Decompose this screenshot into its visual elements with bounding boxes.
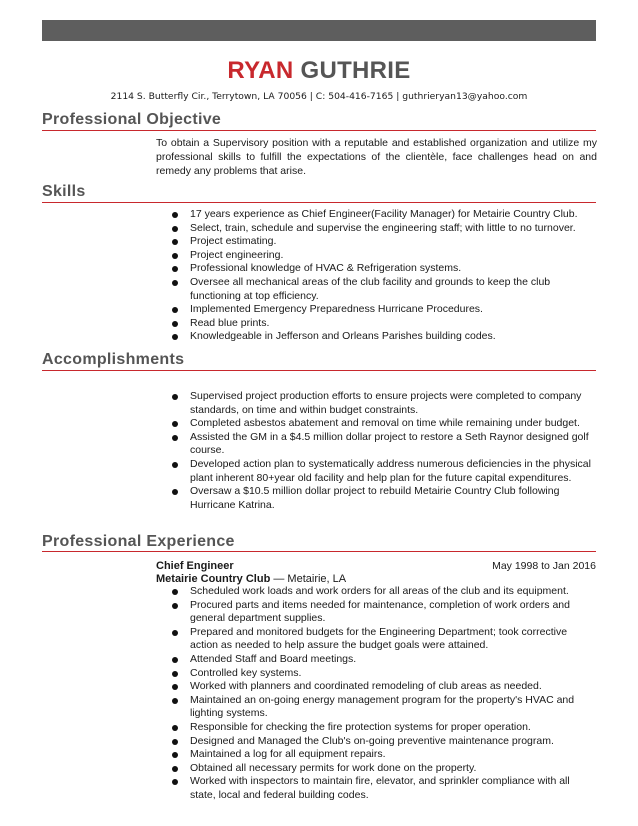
last-name: GUTHRIE xyxy=(300,57,411,84)
list-item: Knowledgeable in Jefferson and Orleans Parishes building codes. xyxy=(156,330,596,344)
section-divider xyxy=(42,370,596,371)
list-item: Obtained all necessary permits for work done on the property. xyxy=(156,762,596,776)
first-name: RYAN xyxy=(227,57,294,84)
section-title-objective: Professional Objective xyxy=(42,111,222,128)
job-company-line xyxy=(156,572,346,586)
section-divider xyxy=(42,551,596,552)
list-item: Procured parts and items needed for maintenance, completion of work orders and general department supplies. xyxy=(156,599,596,626)
contact-line: 2114 S. Butterfly Cir., Terrytown, LA 70056 | C: 504-416-7165 | guthrieryan13@yahoo.com xyxy=(110,91,528,102)
list-item: Designed and Managed the Club's on-going preventive maintenance program. xyxy=(156,735,596,749)
list-item: Project engineering. xyxy=(156,249,596,263)
list-item: Project estimating. xyxy=(156,235,596,249)
list-item: Implemented Emergency Preparedness Hurricane Procedures. xyxy=(156,303,596,317)
company-separator: — xyxy=(270,573,288,585)
list-item: Oversee all mechanical areas of the club facility and grounds to keep the club functioning at top efficiency. xyxy=(156,276,596,303)
list-item: Read blue prints. xyxy=(156,317,596,331)
list-item: Maintained an on-going energy management program for the property's HVAC and lighting systems. xyxy=(156,694,596,721)
list-item: Maintained a log for all equipment repairs. xyxy=(156,748,596,762)
job-title: Chief Engineer xyxy=(156,560,234,572)
list-item: Worked with planners and coordinated remodeling of club areas as needed. xyxy=(156,680,596,694)
section-divider xyxy=(42,130,596,131)
list-item: Attended Staff and Board meetings. xyxy=(156,653,596,667)
section-title-skills: Skills xyxy=(42,183,86,200)
section-title-experience: Professional Experience xyxy=(42,533,235,550)
list-item: Professional knowledge of HVAC & Refrigeration systems. xyxy=(156,262,596,276)
job-duties-list xyxy=(156,585,596,803)
list-item: Worked with inspectors to maintain fire, elevator, and sprinkler compliance with all state, local and federal building codes. xyxy=(156,775,596,802)
section-divider xyxy=(42,202,596,203)
section-title-accomplishments: Accomplishments xyxy=(42,351,185,368)
objective-text: To obtain a Supervisory position with a reputable and established organization and utilize my professional skills to fulfill the expectations of the clientèle, face challenges head on and remedy any problems that arise. xyxy=(156,137,597,177)
list-item: Supervised project production efforts to ensure projects were completed to company standards, on time and within budget constraints. xyxy=(156,390,596,417)
job-company: Metairie Country Club xyxy=(156,573,271,585)
list-item: Oversaw a $10.5 million dollar project to rebuild Metairie Country Club following Hurricane Katrina. xyxy=(156,485,596,512)
header-bar xyxy=(42,20,596,41)
list-item: Assisted the GM in a $4.5 million dollar project to restore a Seth Raynor designed golf course. xyxy=(156,431,596,458)
list-item: Controlled key systems. xyxy=(156,667,596,681)
job-location: Metairie, LA xyxy=(287,573,347,585)
list-item: Scheduled work loads and work orders for all areas of the club and its equipment. xyxy=(156,585,596,599)
list-item: Completed asbestos abatement and removal on time while remaining under budget. xyxy=(156,417,596,431)
list-item: 17 years experience as Chief Engineer(Facility Manager) for Metairie Country Club. xyxy=(156,208,596,222)
job-dates: May 1998 to Jan 2016 xyxy=(492,560,596,572)
list-item: Prepared and monitored budgets for the Engineering Department; took corrective action as needed to help assure the budget goals were attained. xyxy=(156,626,596,653)
list-item: Responsible for checking the fire protection systems for proper operation. xyxy=(156,721,596,735)
skills-list xyxy=(156,208,596,344)
list-item: Select, train, schedule and supervise the engineering staff; with little to no turnover. xyxy=(156,222,596,236)
list-item: Developed action plan to systematically address numerous deficiencies in the physical plant inherent 80+year old facility and help plan for the future capital expenditures. xyxy=(156,458,596,485)
accomplishments-list xyxy=(156,390,596,512)
candidate-name xyxy=(0,57,638,85)
